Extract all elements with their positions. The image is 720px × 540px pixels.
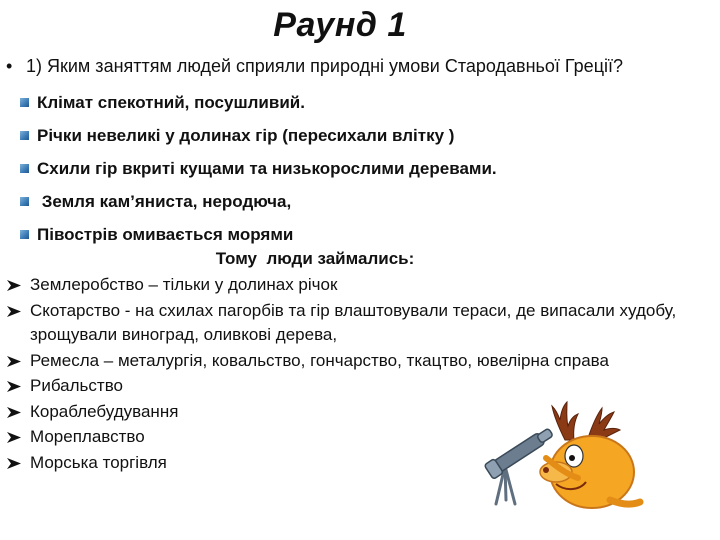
- conditions-list: [20, 86, 700, 251]
- square-bullet-icon: [20, 197, 29, 206]
- condition-item: [20, 152, 700, 185]
- occupation-text: Кораблебудування: [30, 401, 179, 421]
- arrow-bullet-icon: [6, 279, 22, 292]
- arrow-bullet-icon: [6, 457, 22, 470]
- occupation-item: [6, 349, 706, 374]
- subtitle: Тому люди займались:: [215, 249, 415, 268]
- occupation-text: Рибальство: [30, 376, 123, 395]
- occupation-text: Мореплавство: [30, 427, 145, 446]
- arrow-bullet-icon: [6, 305, 22, 318]
- arrow-bullet-icon: [6, 355, 22, 368]
- occupation-item: [6, 273, 706, 298]
- condition-text: Клімат спекотний, посушливий.: [37, 92, 305, 112]
- square-bullet-icon: [20, 98, 29, 107]
- condition-item: [20, 185, 700, 218]
- square-bullet-icon: [20, 164, 29, 173]
- occupation-item: [6, 374, 706, 399]
- occupation-text: Скотарство - на схилах пагорбів та гір влаштовували тераси, де випасали худобу, зрощували виноград, оливкові дерева,: [30, 300, 677, 344]
- condition-item: [20, 218, 700, 251]
- square-bullet-icon: [20, 230, 29, 239]
- condition-text: Річки невеликі у долинах гір (пересихали влітку ): [37, 125, 455, 145]
- slide-title: Раунд 1: [273, 6, 407, 44]
- condition-text: Земля кам’яниста, неродюча,: [37, 191, 292, 211]
- square-bullet-icon: [20, 131, 29, 140]
- condition-text: Півострів омивається морями: [37, 224, 294, 244]
- occupation-item: [6, 299, 706, 348]
- bullet-dot-icon: •: [6, 56, 13, 76]
- arrow-bullet-icon: [6, 380, 22, 393]
- occupation-text: Морська торгівля: [30, 452, 167, 472]
- condition-item: [20, 86, 700, 119]
- arrow-bullet-icon: [6, 406, 22, 419]
- question: [6, 56, 623, 77]
- occupation-text: Ремесла – металургія, ковальство, гончарство, ткацтво, ювелірна справа: [30, 350, 609, 370]
- question-text: 1) Яким заняттям людей сприяли природні умови Стародавньої Греції?: [26, 56, 624, 76]
- arrow-bullet-icon: [6, 431, 22, 444]
- moose-with-telescope-illustration: [470, 400, 660, 518]
- condition-text: Схили гір вкриті кущами та низькорослими деревами.: [37, 158, 497, 178]
- condition-item: [20, 119, 700, 152]
- occupation-text: Землеробство – тільки у долинах річок: [30, 275, 338, 294]
